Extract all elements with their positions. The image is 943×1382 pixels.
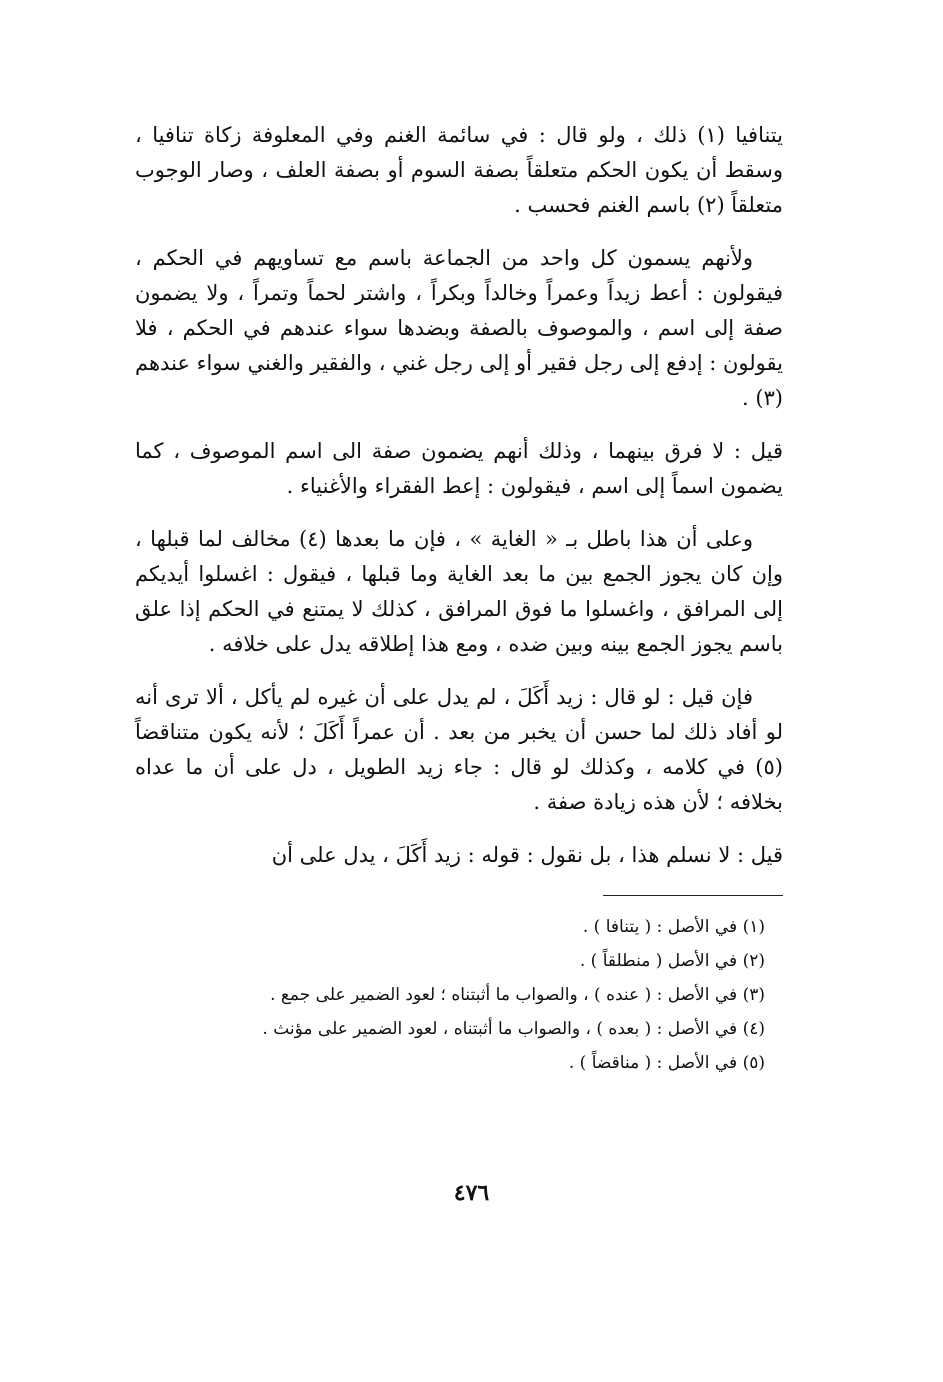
footnote-divider bbox=[603, 895, 783, 896]
paragraph-4: وعلى أن هذا باطل بـ « الغاية » ، فإن ما بعدها (٤) مخالف لما قبلها ، وإن كان يجوز الجمع بين ما بعد الغاية وما قبلها ، فيقول : اغسلوا أيديكم إلى المرافق ، واغسلوا ما فوق المرافق ، كذلك لا يمتنع في الحكم إذا علق باسم يجوز الجمع بينه وبين ضده ، ومع هذا إطلاقه يدل على خلافه . bbox=[135, 527, 783, 656]
footnote-1: (١) في الأصل : ( يتنافا ) . bbox=[582, 917, 765, 937]
page-number: ٤٧٦ bbox=[453, 1180, 490, 1206]
footnote-4: (٤) في الأصل : ( بعده ) ، والصواب ما أثبتناه ، لعود الضمير على مؤنث . bbox=[262, 1019, 765, 1039]
page-body bbox=[135, 118, 783, 1080]
paragraph-2: ولأنهم يسمون كل واحد من الجماعة باسم مع تساويهم في الحكم ، فيقولون : أعط زيداً وعمراً وخالداً وبكراً ، واشتر لحماً وتمراً ، ولا يضمون صفة إلى اسم ، والموصوف بالصفة وبضدها سواء عندهم في الحكم ، فلا يقولون : إدفع إلى رجل فقير أو إلى رجل غني ، والفقير والغني سواء عندهم (٣) . bbox=[135, 246, 783, 410]
footnote-2: (٢) في الأصل ( منطلقاً ) . bbox=[579, 951, 765, 971]
footnote-3: (٣) في الأصل : ( عنده ) ، والصواب ما أثبتناه ؛ لعود الضمير على جمع . bbox=[270, 985, 765, 1005]
footnote-5: (٥) في الأصل : ( مناقضاً ) . bbox=[568, 1053, 765, 1073]
paragraph-5: فإن قيل : لو قال : زيد أَكَلَ ، لم يدل على أن غيره لم يأكل ، ألا ترى أنه لو أفاد ذلك لما حسن أن يخبر من بعد . أن عمراً أَكَلَ ؛ لأنه يكون متناقضاً (٥) في كلامه ، وكذلك لو قال : جاء زيد الطويل ، دل على أن ما عداه بخلافه ؛ لأن هذه زيادة صفة . bbox=[135, 685, 783, 814]
paragraph-6: قيل : لا نسلم هذا ، بل نقول : قوله : زيد أَكَلَ ، يدل على أن bbox=[271, 843, 783, 867]
paragraph-3: قيل : لا فرق بينهما ، وذلك أنهم يضمون صفة الى اسم الموصوف ، كما يضمون اسماً إلى اسم ، فيقولون : إعط الفقراء والأغنياء . bbox=[135, 439, 783, 498]
paragraph-1: يتنافيا (١) ذلك ، ولو قال : في سائمة الغنم وفي المعلوفة زكاة تنافيا ، وسقط أن يكون الحكم متعلقاً بصفة السوم أو بصفة العلف ، وصار الوجوب متعلقاً (٢) باسم الغنم فحسب . bbox=[135, 123, 783, 217]
footnotes-list bbox=[135, 910, 783, 1080]
